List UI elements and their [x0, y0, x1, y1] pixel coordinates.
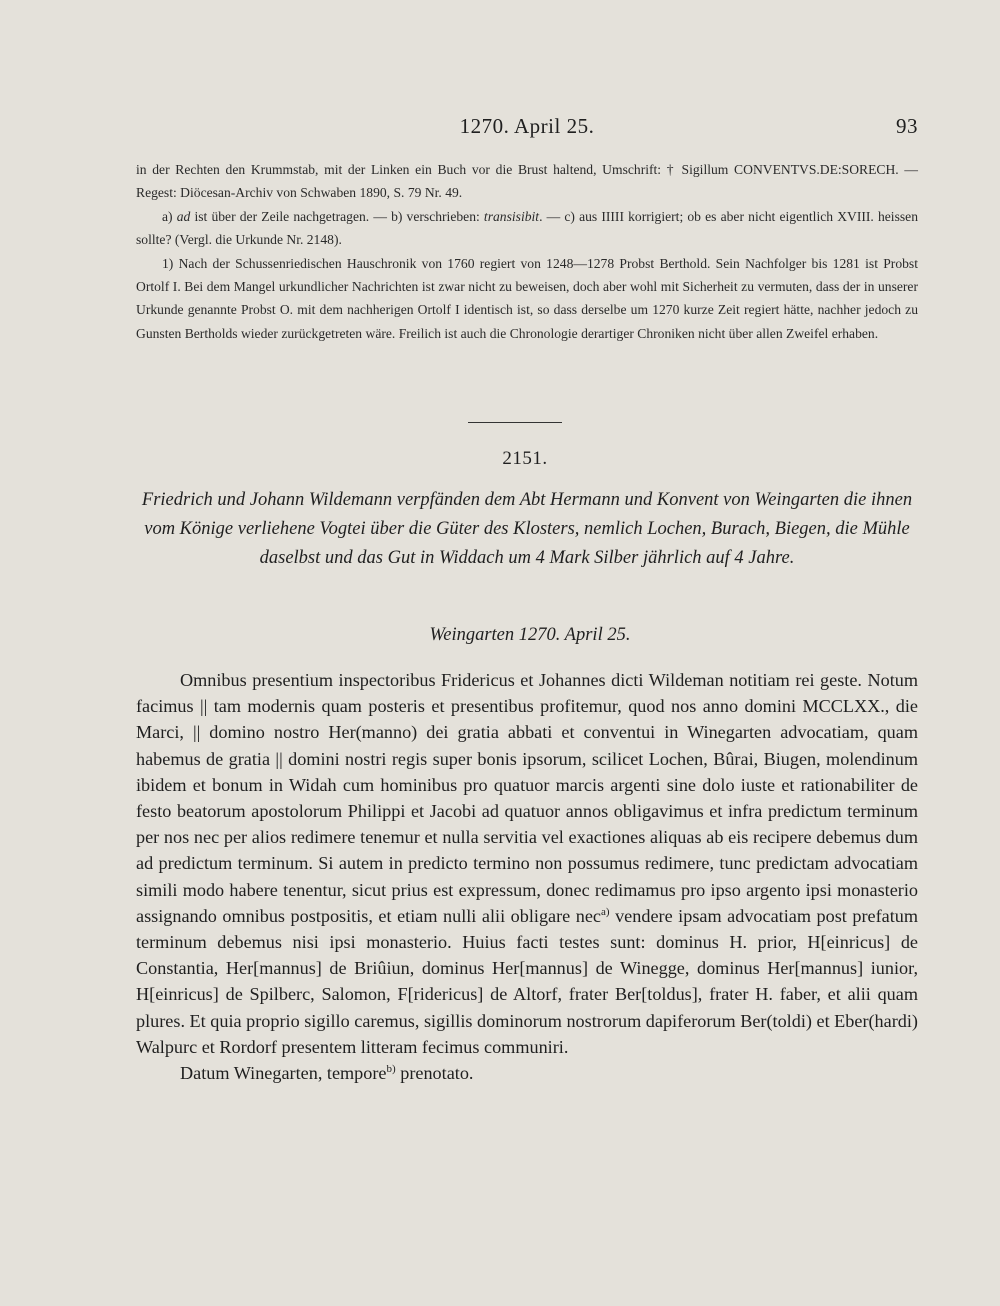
footnote-mark-b: b) — [386, 1062, 396, 1075]
footnote-mark-a: a) — [601, 905, 610, 918]
note-text: . — c) aus IIIII korrigiert; ob es aber nicht eigentlich XVIII. heissen sollte? (Vergl. die Urkunde Nr. 2148). — [136, 208, 918, 248]
note-text: ist über der Zeile nachgetragen. — b) verschrieben: — [190, 208, 484, 224]
footnote-1: 1) Nach der Schussenriedischen Hauschronik von 1760 regiert von 1248—1278 Probst Berthold. Sein Nachfolger bis 1281 ist Probst Ortolf I. Bei dem Mangel urkundlicher Nachrichten ist zwar nicht zu beweisen, doch aber wohl mit Sicherheit zu vermuten, dass der in unserer Urkunde genannte Probst O. mit dem nachherigen Ortolf I identisch ist, so dass derselbe um 1270 kurze Zeit regiert hätte, nachher jedoch zu Gunsten Bertholds wieder zurückgetreten wäre. Freilich ist auch die Chronologie derartiger Chroniken nicht über allen Zweifel erhaben. — [136, 255, 918, 341]
document-number: 2151. — [502, 448, 548, 469]
seal-description: in der Rechten den Krummstab, mit der Linken ein Buch vor die Brust haltend, Umschrift: † Sigillum CONVENTVS.DE:SORECH. — Regest: Diöcesan-Archiv von Schwaben 1890, S. 79 Nr. 49. — [136, 162, 918, 201]
charter-text: vendere ipsam advocatiam post prefatum terminum debemus nisi ipsi monasterio. Huius facti testes sunt: dominus H. prior, H[einricus] de Constantia, Her[mannus] de Briûiun, dominus Her[mannus] de Winegge, dominus Her[mannus] iunior, H[einricus] de Spilberc, Salomon, F[ridericus] de Altorf, frater Ber[toldus], frater H. faber, et alii quam plures. Et quia proprio sigillo caremus, sigillis dominorum nostrorum dapiferorum Ber(toldi) et Eber(hardi) Walpurc et Rordorf presentem litteram fecimus communiri. — [136, 905, 918, 1057]
datum-text: prenotato. — [395, 1063, 474, 1084]
place-date-line: Weingarten 1270. April 25. — [429, 625, 631, 645]
page-number: 93 — [896, 114, 918, 138]
note-italic: ad — [176, 208, 191, 224]
page-header — [136, 114, 918, 140]
note-text: a) — [162, 208, 177, 224]
document-text — [136, 667, 918, 1086]
datum-text: Datum Winegarten, tempore — [180, 1063, 387, 1084]
datum-paragraph — [136, 1060, 918, 1086]
footnotes-block — [136, 158, 918, 345]
charter-text: Omnibus presentium inspectoribus Fridericus et Johannes dicti Wildeman notitiam rei geste. Notum facimus || tam modernis quam posteris et presentibus profitemur, quod nos anno domini MCCLXX., die Marci, || domino nostro Her(manno) dei gratia abbati et conventui in Winegarten advocatiam, quam habemus de gratia || domini nostri regis super bonis ipsorum, scilicet Lochen, Bûrai, Biugen, molendinum ibidem et bonum in Widah cum hominibus pro quatuor marcis argenti sine dolo iuste et rationabiliter de festo beatorum apostolorum Philippi et Jacobi ad quatuor annos obligavimus et infra predictum terminum per nos nec per alios redimere tenemur et nulla servitia vel exactiones aliquas ab eis recipere debemus dum ad predictum terminum. Si autem in predicto termino non possumus redimere, tunc predictam advocatiam simili modo habere tenentur, sicut prius est expressum, donec redimamus pro ipso argento ipsi monasterio assignando omnibus postpositis, et etiam nulli alii obligare nec — [136, 670, 918, 926]
note-italic: transisibit — [483, 208, 540, 224]
charter-text-paragraph — [136, 667, 918, 1060]
section-divider — [468, 422, 562, 423]
document-regest: Friedrich und Johann Wildemann verpfänden dem Abt Hermann und Konvent von Weingarten die ihnen vom Könige verliehene Vogtei über die Güter des Klosters, nemlich Lochen, Burach, Biegen, die Mühle daselbst und das Gut in Widdach um 4 Mark Silber jährlich auf 4 Jahre. — [141, 490, 913, 568]
running-head-date: 1270. April 25. — [459, 114, 595, 138]
textual-note-a — [136, 205, 918, 252]
